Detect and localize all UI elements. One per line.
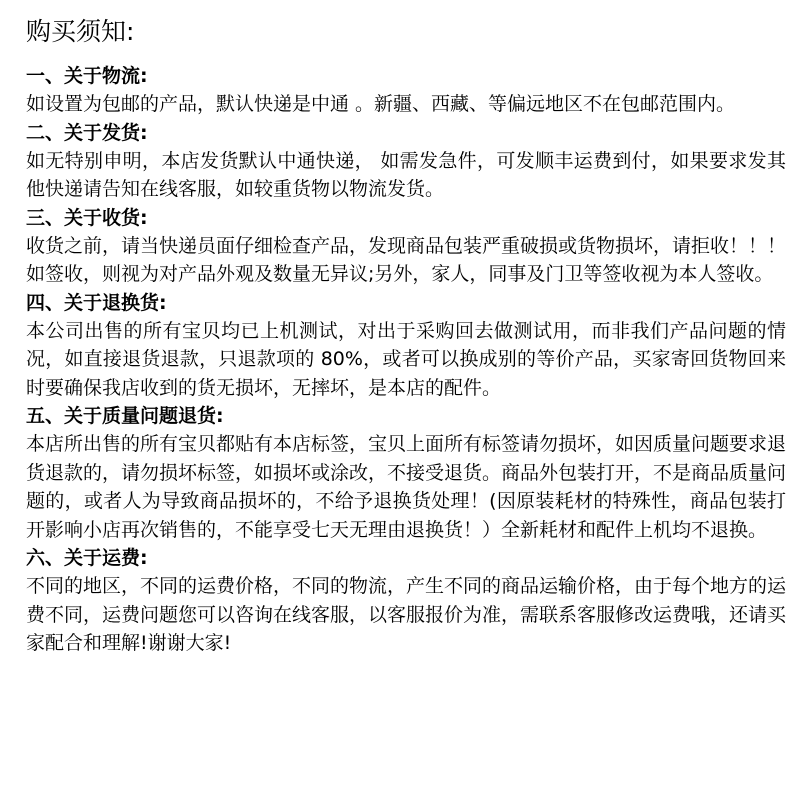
section-body: 收货之前，请当快递员面仔细检查产品，发现商品包装严重破损或货物损坏，请拒收！！！ 如签收，则视为对产品外观及数量无异议;另外，家人，同事及门卫等签收视为本人签收。 (26, 234, 787, 285)
section-heading: 一、关于物流: (26, 65, 148, 87)
section-heading: 四、关于退换货: (26, 291, 167, 314)
section-heading: 二、关于发货: (26, 121, 148, 144)
section-heading: 三、关于收货: (26, 206, 148, 229)
section-heading: 六、关于运费: (26, 547, 148, 569)
section-returns (26, 289, 786, 403)
section-body: 本店所出售的所有宝贝都贴有本店标签，宝贝上面所有标签请勿损坏，如因质量问题要求退货退款的，请勿损坏标签，如损坏或涂改，不接受退货。商品外包装打开，不是商品质量问题的，或者人为导致商品损坏的，不给予退换货处理！(因原装耗材的特殊性，商品包装打开影响小店再次销售的，不能享受七天无理由退换货！）全新耗材和配件上机均不退换。 (26, 433, 787, 541)
section-freight (26, 544, 786, 658)
section-body: 如设置为包邮的产品，默认快递是中通 。新疆、西藏、等偏远地区不在包邮范围内。 (26, 93, 736, 115)
section-body: 如无特别申明，本店发货默认中通快递， 如需发急件，可发顺丰运费到付，如果要求发其他快递请告知在线客服，如较重货物以物流发货。 (26, 149, 786, 200)
section-heading: 五、关于质量问题退货: (26, 405, 224, 427)
section-shipping (26, 119, 786, 204)
page-title: 购买须知: (26, 17, 135, 46)
section-quality-returns (26, 402, 786, 544)
purchase-notice-document (26, 14, 786, 658)
section-body: 不同的地区，不同的运费价格，不同的物流，产生不同的商品运输价格，由于每个地方的运费不同，运费问题您可以咨询在线客服，以客服报价为准，需联系客服修改运费哦，还请买家配合和理解!谢谢大家! (26, 575, 787, 654)
section-logistics (26, 62, 786, 119)
section-body: 本公司出售的所有宝贝均已上机测试，对出于采购回去做测试用，而非我们产品问题的情况，如直接退货退款，只退款项的 80%，或者可以换成别的等价产品，买家寄回货物回来时要确保我店收到的货无损坏，无摔坏，是本店的配件。 (26, 319, 786, 399)
section-receiving (26, 204, 786, 289)
